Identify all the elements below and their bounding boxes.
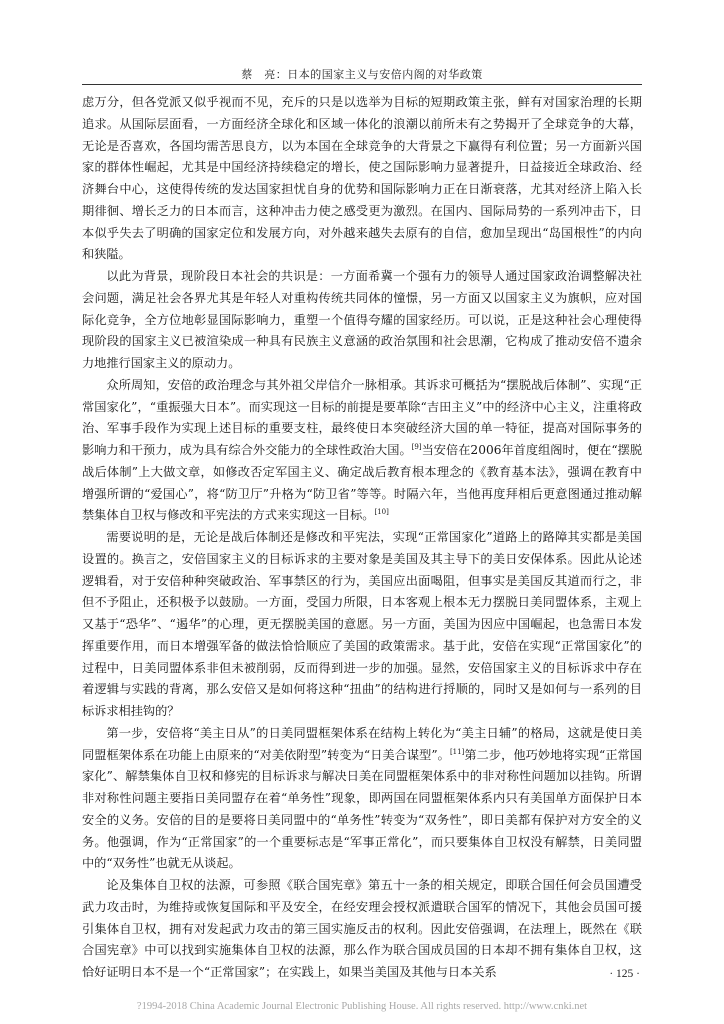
paragraph-3-text: 众所周知，安倍的政治理念与其外祖父岸信介一脉相承。其诉求可概括为“摆脱战后体制”、实现“正常国家化”，“重振强大日本”。而实现这一目标的前提是要革除“吉田主义”中的经济中心主义，注重将政治、军事手段作为实现上述目标的重要支柱，最终使日本突破经济大国的单一特征，提高对国际事务的影响力和干预力，成为具有综合外交能力的全球性政治大国。 bbox=[82, 377, 642, 457]
paragraph-1 bbox=[82, 92, 642, 266]
copyright-footer: ?1994-2018 China Academic Journal Electronic Publishing House. All rights reserved. http://www.cnki.net bbox=[136, 1001, 588, 1012]
header-rule bbox=[82, 84, 642, 85]
paragraph-5-text: 第一步，安倍将“美主日从”的日美同盟框架体系在结构上转化为“美主日辅”的格局，这就是使日美同盟框架体系在功能上由原来的“对美依附型”转变为“日美合谋型”。 bbox=[82, 725, 642, 762]
paragraph-3 bbox=[82, 375, 642, 527]
paragraph-1-text: 虑万分，但各党派又似乎视而不见，充斥的只是以选举为目标的短期政策主张，鲜有对国家治理的长期追求。从国际层面看，一方面经济全球化和区域一体化的浪潮以前所未有之势揭开了全球竞争的大幕，无论是否喜欢，各国均需苦思良方，以为本国在全球竞争的大背景之下赢得有利位置；另一方面新兴国家的群体性崛起，尤其是中国经济持续稳定的增长，使之国际影响力显著提升，日益接近全球政治、经济舞台中心，这使得传统的发达国家担忧自身的优势和国际影响力正在日渐衰落，尤其对经济上陷入长期徘徊、增长乏力的日本而言，这种冲击力使之感受更为激烈。在国内、国际局势的一系列冲击下，日本似乎失去了明确的国家定位和发展方向，对外越来越失去原有的自信，愈加呈现出“岛国根性”的内向和狭隘。 bbox=[82, 95, 642, 262]
footnote-ref-11: [11] bbox=[449, 747, 465, 756]
footnote-ref-9: [9] bbox=[411, 442, 422, 451]
paragraph-2 bbox=[82, 266, 642, 375]
paragraph-6-text: 论及集体自卫权的法源，可参照《联合国宪章》第五十一条的相关规定，即联合国任何会员国遭受武力攻击时，为维持或恢复国际和平及安全，在经安理会授权派遣联合国军的情况下，其他会员国可援引集体自卫权，拥有对发起武力攻击的第三国实施反击的权利。因此安倍强调，在法理上，既然在《联合国宪章》中可以找到实施集体自卫权的法源，那么作为联合国成员国的日本却不拥有集体自卫权，这恰好证明日本不是一个“正常国家”；在实践上，如果当美国及其他与日本关系 bbox=[82, 878, 642, 979]
footnote-ref-10: [10] bbox=[374, 508, 389, 517]
paragraph-4-text: 需要说明的是，无论是战后体制还是修改和平宪法，实现“正常国家化”道路上的路障其实都是美国设置的。换言之，安倍国家主义的目标诉求的主要对象是美国及其主导下的美日安保体系。因此从论述逻辑看，对于安倍种种突破政治、军事禁区的行为，美国应出面喝阻，但事实是美国反其道而行之，非但不予阻止，还积极予以鼓励。一方面，受国力所限，日本客观上根本无力摆脱日美同盟体系，主观上又基于“恐华”、“遏华”的心理，更无摆脱美国的意愿。另一方面，美国为因应中国崛起，也急需日本发挥重要作用，而日本增强军备的做法恰恰顺应了美国的政策需求。基于此，安倍在实现“正常国家化”的过程中，日美同盟体系非但未被削弱，反而得到进一步的加强。显然，安倍国家主义的目标诉求中存在着逻辑与实践的背离，那么安倍又是如何将这种“扭曲”的结构进行捋顺的，同时又是如何与一系列的目标诉求相挂钩的？ bbox=[82, 530, 642, 718]
page-number: · 125 · bbox=[609, 968, 640, 980]
article-body bbox=[82, 92, 642, 984]
running-head: 蔡 亮：日本的国家主义与安倍内阁的对华政策 bbox=[241, 68, 483, 81]
paragraph-6 bbox=[82, 875, 642, 984]
paragraph-5-text-cont: 第二步，他巧妙地将实现“正常国家化”、解禁集体自卫权和修宪的目标诉求与解决日美在同盟框架体系中的非对称性问题加以挂钩。所谓非对称性问题主要指日美同盟存在着“单务性”现象，即两国在同盟框架体系内只有美国单方面保护日本安全的义务。安倍的目的是要将日美同盟中的“单务性”转变为“双务性”，即日美都有保护对方安全的义务。他强调，作为“正常国家”的一个重要标志是“军事正常化”，而只要集体自卫权没有解禁，日美同盟中的“双务性”也就无从谈起。 bbox=[82, 747, 642, 871]
paragraph-2-text: 以此为背景，现阶段日本社会的共识是：一方面希冀一个强有力的领导人通过国家政治调整解决社会问题，满足社会各界尤其是年轻人对重构传统共同体的憧憬，另一方面又以国家主义为旗帜，应对国际化竞争，全方位地彰显国际影响力，重塑一个值得夸耀的国家经历。可以说，正是这种社会心理使得现阶段的国家主义已被渲染成一种具有民族主义意涵的政治氛围和社会思潮，它构成了推动安倍不遗余力地推行国家主义的原动力。 bbox=[82, 269, 642, 370]
paragraph-3-text-cont: 当安倍在2006年首度组阁时，便在“摆脱战后体制”上大做文章，如修改否定军国主义、确定战后教育根本理念的《教育基本法》，强调在教育中增强所谓的“爱国心”，将“防卫厅”升格为“防卫省”等等。时隔六年，当他再度拜相后更意图通过推动解禁集体自卫权与修改和平宪法的方式来实现这一目标。 bbox=[82, 443, 643, 523]
paragraph-4 bbox=[82, 527, 642, 723]
paragraph-5 bbox=[82, 723, 642, 875]
